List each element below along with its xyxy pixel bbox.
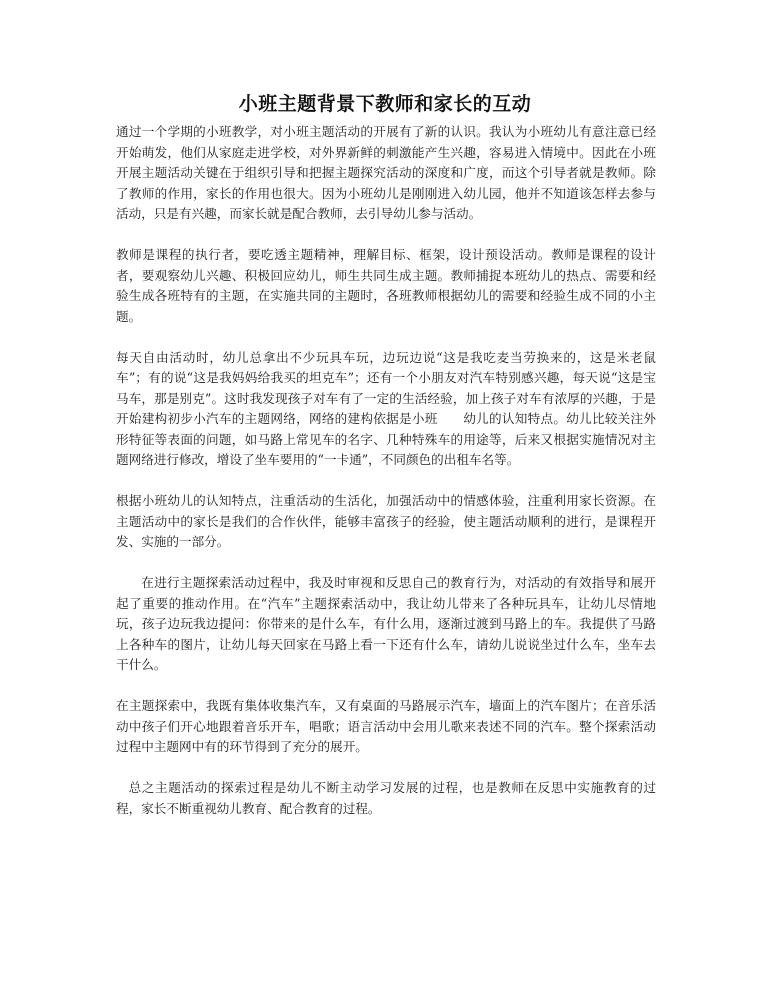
paragraph-5: 在进行主题探索活动过程中，我及时审视和反思自己的教育行为，对活动的有效指导和展开起了重要的推动作用。在“汽车”主题探索活动中，我让幼儿带来了各种玩具车，让幼儿尽情地玩，孩子边玩我边提问：你带来的是什么车，有什么用，逐渐过渡到马路上的车。我提供了马路上各种车的图片，让幼儿每天回家在马路上看一下还有什么车，请幼儿说说坐过什么车，坐车去干什么。 — [116, 575, 656, 672]
paragraph-4: 根据小班幼儿的认知特点，注重活动的生活化，加强活动中的情感体验，注重利用家长资源。在主题活动中的家长是我们的合作伙伴，能够丰富孩子的经验，使主题活动顺利的进行，是课程开发、实施的一部分。 — [116, 493, 656, 549]
paragraph-7: 总之主题活动的探索过程是幼儿不断主动学习发展的过程，也是教师在反思中实施教育的过程，家长不断重视幼儿教育、配合教育的过程。 — [116, 780, 656, 816]
document-body — [116, 122, 656, 819]
page-title: 小班主题背景下教师和家长的互动 — [238, 93, 532, 115]
paragraph-2: 教师是课程的执行者，要吃透主题精神，理解目标、框架，设计预设活动。教师是课程的设计者，要观察幼儿兴趣、积极回应幼儿，师生共同生成主题。教师捕捉本班幼儿的热点、需要和经验生成各班特有的主题，在实施共同的主题时，各班教师根据幼儿的需要和经验生成不同的小主题。 — [116, 247, 656, 324]
paragraph-6: 在主题探索中，我既有集体收集汽车，又有桌面的马路展示汽车，墙面上的汽车图片；在音乐活动中孩子们开心地跟着音乐开车，唱歌；语言活动中会用儿歌来表述不同的汽车。整个探索活动过程中主题网中有的环节得到了充分的展开。 — [116, 698, 656, 754]
paragraph-3: 每天自由活动时，幼儿总拿出不少玩具车玩，边玩边说“这是我吃麦当劳换来的，这是米老鼠车”；有的说“这是我妈妈给我买的坦克车”；还有一个小朋友对汽车特别感兴趣，每天说“这是宝马车，那是别克”。这时我发现孩子对车有了一定的生活经验，加上孩子对车有浓厚的兴趣，于是开始建构初步小汽车的主题网络，网络的建构依据是小班 幼儿的认知特点。幼儿比较关注外形特征等表面的问题，如马路上常见车的名字、几种特殊车的用途等，后来又根据实施情况对主题网络进行修改，增设了坐车要用的“一卡通”，不同颜色的出租车名等。 — [116, 349, 656, 467]
paragraph-1: 通过一个学期的小班教学，对小班主题活动的开展有了新的认识。我认为小班幼儿有意注意已经开始萌发，他们从家庭走进学校，对外界新鲜的刺激能产生兴趣，容易进入情境中。因此在小班开展主题活动关键在于组织引导和把握主题探究活动的深度和广度，而这个引导者就是教师。除了教师的作用，家长的作用也很大。因为小班幼儿是刚刚进入幼儿园，他并不知道该怎样去参与活动，只是有兴趣，而家长就是配合教师，去引导幼儿参与活动。 — [116, 124, 656, 221]
